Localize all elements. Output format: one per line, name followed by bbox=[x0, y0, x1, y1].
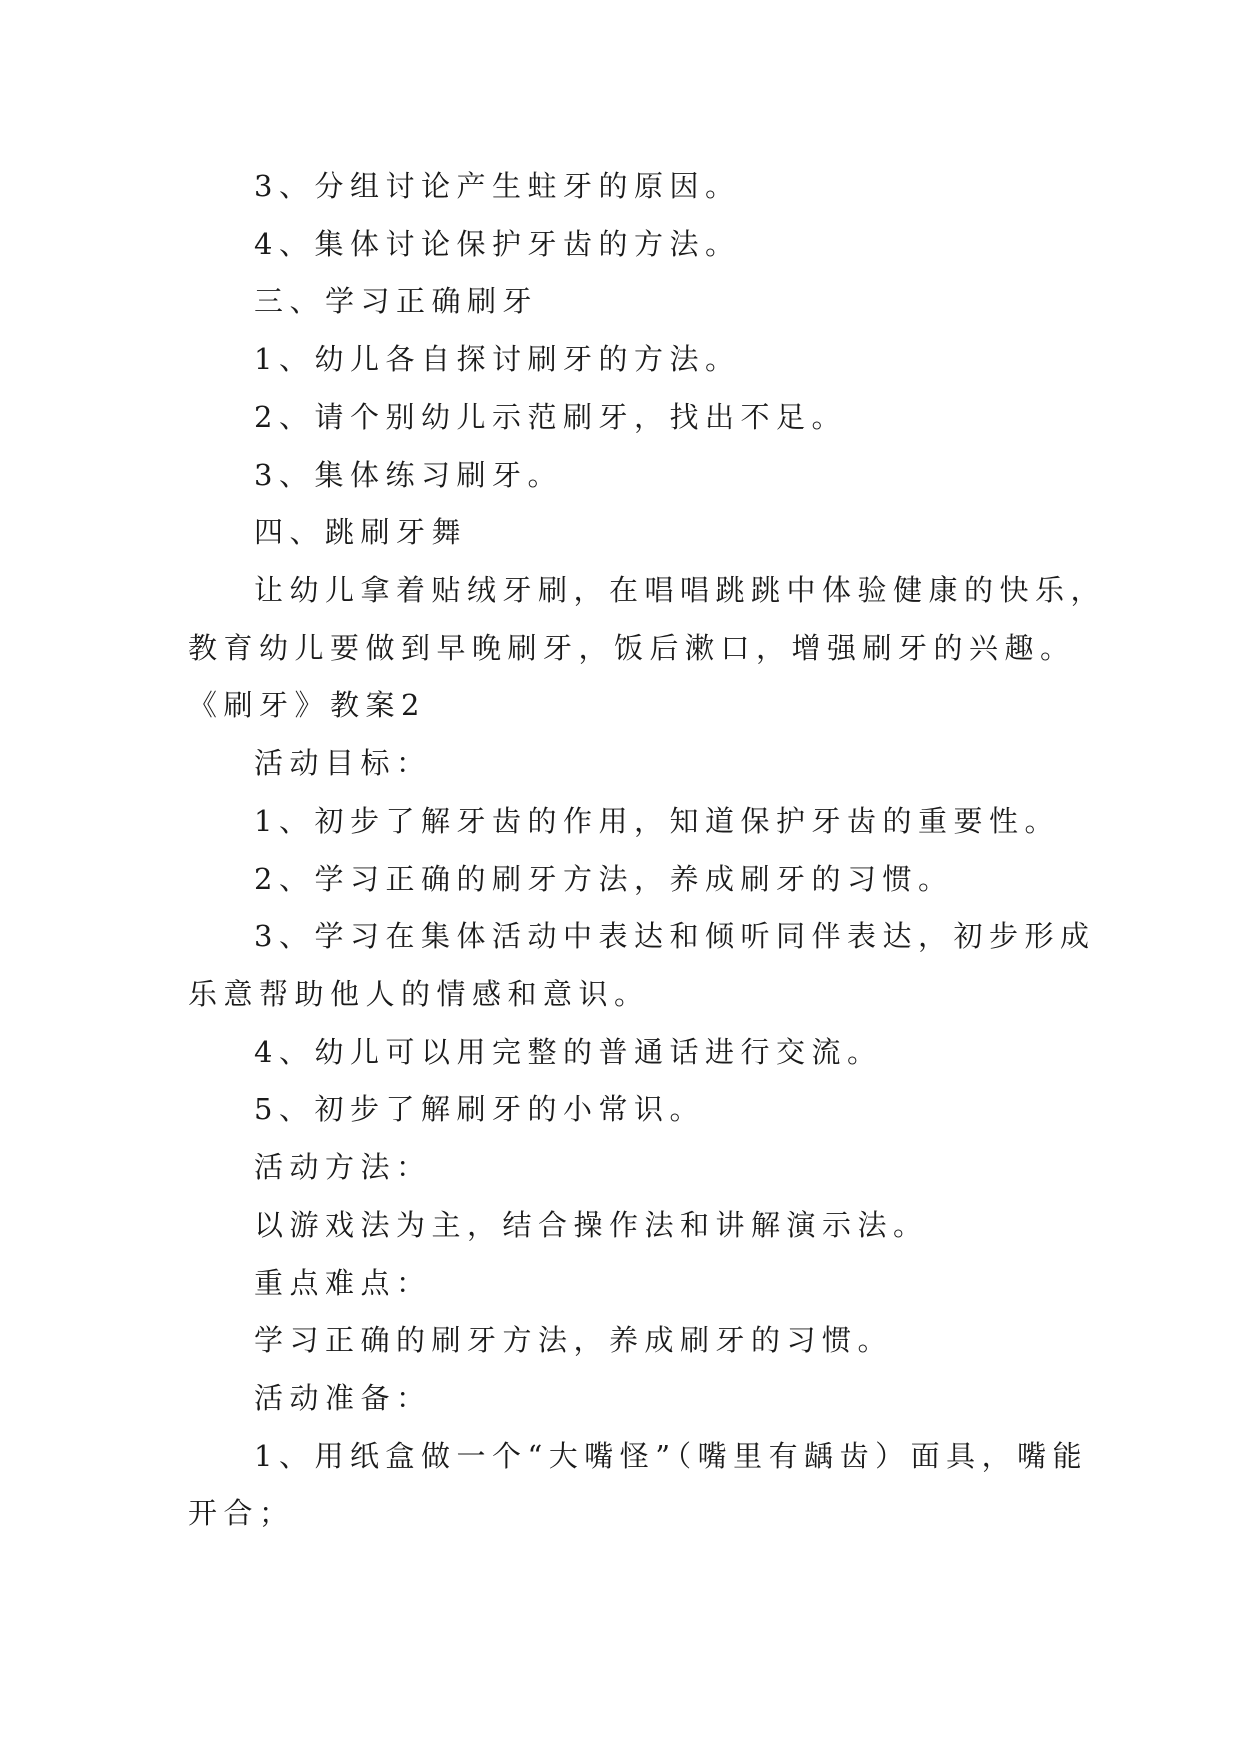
step-3-text: 3、集体练习刷牙。 bbox=[254, 458, 563, 492]
goal-4-text: 4、幼儿可以用完整的普通话进行交流。 bbox=[254, 1035, 883, 1069]
section-heading: 活动准备： bbox=[254, 1381, 432, 1415]
section-heading: 四、跳刷牙舞 bbox=[254, 515, 468, 549]
paragraph-text: 教育幼儿要做到早晚刷牙，饭后漱口，增强刷牙的兴趣。 bbox=[188, 631, 1076, 665]
section-heading: 活动方法： bbox=[254, 1150, 432, 1184]
step-4-text: 4、集体讨论保护牙齿的方法。 bbox=[254, 227, 741, 261]
paragraph-text: 学习正确的刷牙方法，养成刷牙的习惯。 bbox=[254, 1323, 894, 1357]
document-title: 《刷牙》教案2 bbox=[188, 688, 426, 722]
prep-1-text: 开合； bbox=[188, 1496, 295, 1530]
step-3-text: 3、分组讨论产生蛀牙的原因。 bbox=[254, 169, 741, 203]
section-heading: 活动目标： bbox=[254, 746, 432, 780]
goal-5-text: 5、初步了解刷牙的小常识。 bbox=[254, 1092, 705, 1126]
step-2-text: 2、请个别幼儿示范刷牙，找出不足。 bbox=[254, 400, 847, 434]
step-1-text: 1、幼儿各自探讨刷牙的方法。 bbox=[254, 342, 741, 376]
goal-1-text: 1、初步了解牙齿的作用，知道保护牙齿的重要性。 bbox=[254, 804, 1060, 838]
goal-2-text: 2、学习正确的刷牙方法，养成刷牙的习惯。 bbox=[254, 862, 954, 896]
prep-1-text: 1、用纸盒做一个“大嘴怪”（嘴里有龋齿）面具，嘴能 bbox=[254, 1439, 1089, 1473]
paragraph-text: 以游戏法为主，结合操作法和讲解演示法。 bbox=[254, 1208, 929, 1242]
section-heading: 重点难点： bbox=[254, 1266, 432, 1300]
goal-3-text: 3、学习在集体活动中表达和倾听同伴表达，初步形成 bbox=[254, 919, 1096, 953]
section-heading: 三、学习正确刷牙 bbox=[254, 284, 539, 318]
goal-3-text: 乐意帮助他人的情感和意识。 bbox=[188, 977, 650, 1011]
paragraph-text: 让幼儿拿着贴绒牙刷，在唱唱跳跳中体验健康的快乐， bbox=[254, 573, 1107, 607]
